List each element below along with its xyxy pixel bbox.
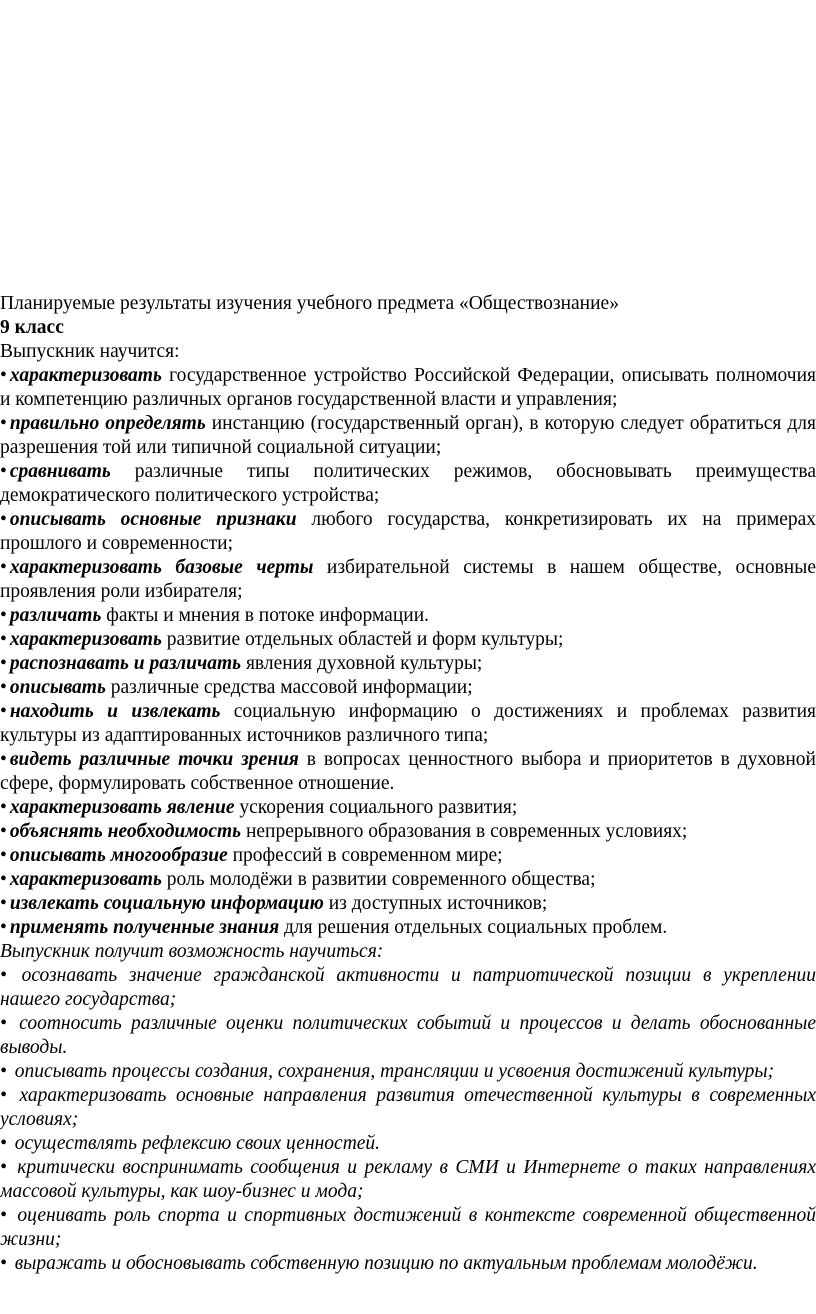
bullet-icon: • <box>0 365 7 386</box>
item-keyword: описывать многообразие <box>9 845 228 866</box>
item-text: для решения отдельных социальных проблем. <box>279 917 668 938</box>
bullet-icon: • <box>0 965 7 986</box>
list-item <box>0 412 816 460</box>
item-text: различные типы политических режимов, обосновывать преимущества демократического политического устройства; <box>0 461 816 506</box>
opportunities-list <box>0 964 816 1276</box>
bullet-icon: • <box>0 1253 7 1274</box>
item-text: осознавать значение гражданской активности и патриотической позиции в укреплении нашего государства; <box>0 965 816 1010</box>
item-keyword: находить и извлекать <box>9 701 221 722</box>
bullet-icon: • <box>0 917 7 938</box>
item-keyword: сравнивать <box>9 461 111 482</box>
bullet-icon: • <box>0 893 7 914</box>
item-keyword: описывать основные признаки <box>9 509 297 530</box>
list-item <box>0 604 816 628</box>
item-keyword: различать <box>9 605 102 626</box>
item-text: в вопросах ценностного выбора и приоритетов в духовной сфере, формулировать собственное отношение. <box>0 749 816 794</box>
item-text: инстанцию (государственный орган), в которую следует обратиться для разрешения той или типичной социальной ситуации; <box>0 413 816 458</box>
item-text: государственное устройство Российской Федерации, описывать полномочия и компетенцию различных органов государственной власти и управления; <box>0 365 816 410</box>
item-keyword: объяснять необходимость <box>9 821 242 842</box>
bullet-icon: • <box>0 509 7 530</box>
list-item <box>0 1204 816 1252</box>
bullet-icon: • <box>0 1205 7 1226</box>
list-item <box>0 844 816 868</box>
item-keyword: правильно определять <box>9 413 206 434</box>
item-text: ускорения социального развития; <box>234 797 518 818</box>
bullet-icon: • <box>0 461 7 482</box>
list-item <box>0 868 816 892</box>
list-item <box>0 892 816 916</box>
item-text: социальную информацию о достижениях и проблемах развития культуры из адаптированных источников различного типа; <box>0 701 816 746</box>
item-keyword: распознавать и различать <box>9 653 242 674</box>
list-item <box>0 364 816 412</box>
item-keyword: характеризовать <box>9 365 162 386</box>
list-item <box>0 748 816 796</box>
item-text: выражать и обосновывать собственную позицию по актуальным проблемам молодёжи. <box>14 1253 758 1274</box>
item-keyword: видеть различные точки зрения <box>9 749 299 770</box>
list-item <box>0 460 816 508</box>
bullet-icon: • <box>0 653 7 674</box>
item-keyword: характеризовать <box>9 629 162 650</box>
item-keyword: применять полученные знания <box>9 917 280 938</box>
bullet-icon: • <box>0 749 7 770</box>
item-text: факты и мнения в потоке информации. <box>101 605 430 626</box>
item-text: соотносить различные оценки политических событий и процессов и делать обоснованные выводы. <box>0 1013 816 1058</box>
bullet-icon: • <box>0 557 7 578</box>
learns-label: Выпускник научится: <box>0 341 180 362</box>
list-item <box>0 964 816 1012</box>
bullet-icon: • <box>0 605 7 626</box>
page-heading: Планируемые результаты изучения учебного предмета «Обществознание» <box>0 293 619 314</box>
bullet-icon: • <box>0 1061 7 1082</box>
item-text: осуществлять рефлексию своих ценностей. <box>14 1133 381 1154</box>
item-keyword: описывать <box>9 677 106 698</box>
opportunity-label: Выпускник получит возможность научиться: <box>0 941 384 962</box>
list-item <box>0 1132 816 1156</box>
bullet-icon: • <box>0 677 7 698</box>
list-item <box>0 556 816 604</box>
bullet-icon: • <box>0 821 7 842</box>
list-item <box>0 1060 816 1084</box>
item-text: характеризовать основные направления развития отечественной культуры в современных условиях; <box>0 1085 816 1130</box>
bullet-icon: • <box>0 413 7 434</box>
item-text: критически воспринимать сообщения и рекламу в СМИ и Интернете о таких направлениях массовой культуры, как шоу-бизнес и мода; <box>0 1157 816 1202</box>
item-text: оценивать роль спорта и спортивных достижений в контексте современной общественной жизни; <box>0 1205 816 1250</box>
item-text: любого государства, конкретизировать их на примерах прошлого и современности; <box>0 509 816 554</box>
item-text: описывать процессы создания, сохранения, трансляции и усвоения достижений культуры; <box>14 1061 775 1082</box>
document-body <box>0 292 816 1276</box>
item-keyword: характеризовать базовые черты <box>9 557 314 578</box>
list-item <box>0 676 816 700</box>
item-text: развитие отдельных областей и форм культуры; <box>161 629 564 650</box>
bullet-icon: • <box>0 1157 7 1178</box>
grade-heading: 9 класс <box>0 317 64 338</box>
list-item <box>0 1252 816 1276</box>
list-item <box>0 652 816 676</box>
bullet-icon: • <box>0 701 7 722</box>
learns-list <box>0 364 816 940</box>
item-text: непрерывного образования в современных условиях; <box>241 821 688 842</box>
item-keyword: извлекать социальную информацию <box>9 893 324 914</box>
bullet-icon: • <box>0 845 7 866</box>
item-text: избирательной системы в нашем обществе, основные проявления роли избирателя; <box>0 557 816 602</box>
item-text: роль молодёжи в развитии современного общества; <box>161 869 596 890</box>
bullet-icon: • <box>0 1085 7 1106</box>
list-item <box>0 1156 816 1204</box>
list-item <box>0 628 816 652</box>
bullet-icon: • <box>0 797 7 818</box>
item-text: явления духовной культуры; <box>241 653 483 674</box>
item-keyword: характеризовать явление <box>9 797 235 818</box>
item-text: различные средства массовой информации; <box>105 677 473 698</box>
bullet-icon: • <box>0 869 7 890</box>
list-item <box>0 796 816 820</box>
list-item <box>0 508 816 556</box>
item-text: из доступных источников; <box>323 893 548 914</box>
item-keyword: характеризовать <box>9 869 162 890</box>
bullet-icon: • <box>0 1013 7 1034</box>
item-text: профессий в современном мире; <box>227 845 503 866</box>
bullet-icon: • <box>0 1133 7 1154</box>
list-item <box>0 916 816 940</box>
bullet-icon: • <box>0 629 7 650</box>
list-item <box>0 700 816 748</box>
list-item <box>0 1084 816 1132</box>
list-item <box>0 820 816 844</box>
list-item <box>0 1012 816 1060</box>
